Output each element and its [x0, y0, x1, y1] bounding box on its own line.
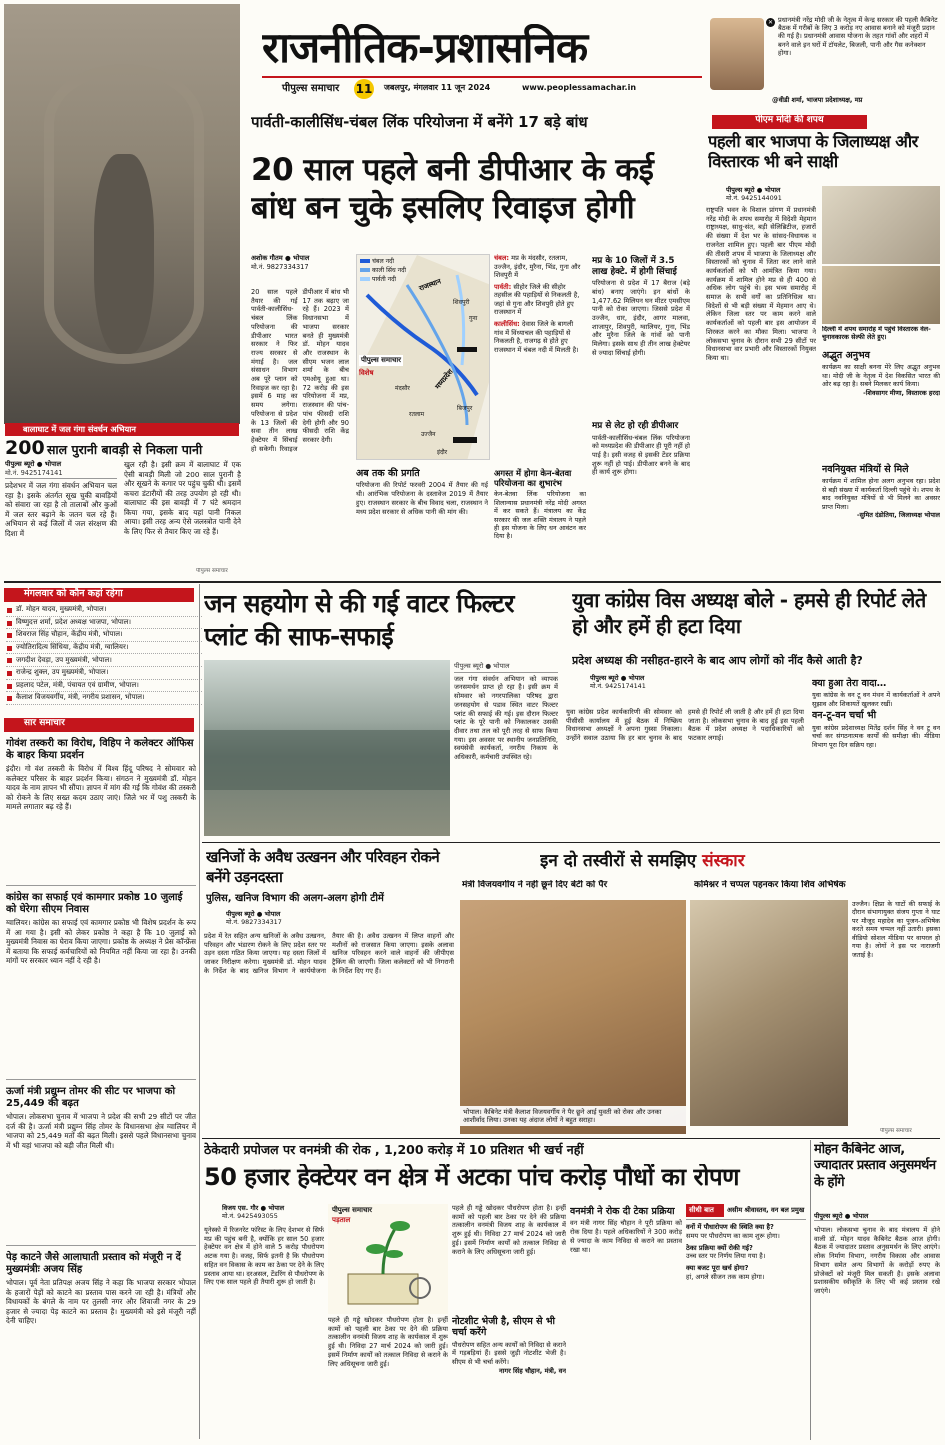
forest-note-1-sub: नोटशीट भेजी है, सीएम से भी चर्चा करेंगे: [452, 1316, 555, 1339]
schedule-item: शिवराज सिंह चौहान, केंद्रीय मंत्री, भोपाल।: [6, 629, 202, 642]
oath-photo-caption: दिल्ली में शपथ समारोह में पहुंचे विस्तारक वेल-चुनावकारक सेल्फी लेते हुए।: [822, 326, 931, 341]
quote-text: प्रधानमंत्री नरेंद्र मोदी जी के नेतृत्व में केन्द्र सरकार की पहली कैबिनेट बैठक में गरीबों के लिए 3 करोड़ नए आवास बनाने को मंजूरी प्रदान की गई है। प्रधानमंत्री आवास योजना के तहत गांवों और शहरों में बनने वाले इन घरों में टॉयलेट, बिजली, पानी और गैस कनेक्शन होगा।: [778, 16, 938, 57]
brief-item-head: पेड़ काटने जैसे आलाघाती प्रस्ताव को मंजूरी न दें मुख्यमंत्रीः अजय सिंह: [6, 1252, 181, 1275]
ken-betwa-box: [494, 466, 586, 578]
legend-kalisindh: काली सिंध नदी: [360, 267, 416, 276]
vertical-divider: [810, 1140, 811, 1440]
youth-sub: प्रदेश अध्यक्ष की नसीहत-हारने के बाद आप लोगों को नींद कैसे आती है?: [572, 654, 863, 667]
dam-right-body: परियोजना से प्रदेश में 17 बैराज (बड़े बांध) बनाए जाएंगे। इन बांधों के 1,477.62 मिलियन घन मीटर एमसीएम पानी को रोका जाएगा। जिससे प्रदेश में उज्जैन, धार, इंदौर, आगर मालवा, शाजापुर, शिवपुरी, ग्वालियर, गुना, भिंड और मुरैना जिले के गांवों को पानी मिलेगा। इसके साथ ही तीन लाख हेक्टेयर से ज्यादा सिंचाई होगी।: [592, 279, 690, 357]
river-note: चंबल: मप्र के मंदसौर, रतलाम, उज्जैन, इंदौर, मुरैना, भिंड, गुना और शिवपुरी में: [494, 254, 581, 280]
schedule-item: ज्योतिरादित्य सिंधिया, केंद्रीय मंत्री, ग्वालियर।: [6, 642, 202, 655]
stepwell-col1: प्रदेशभर में जल गंगा संवर्धन अभियान चल रहा है। इसके अंतर्गत सूख चुकी बावड़ियों को संवारा जा रहा है तो तालाबों और कुओं में जल स्तर बढ़ाने के जतन चल रहे हैं। अभियान से कई जिलों में जल संरक्षण की दिशा में: [5, 481, 117, 538]
stepwell-headline: [5, 436, 241, 458]
pm-oath-headline: पहली बार भाजपा के जिलाध्यक्ष और विस्तारक भी बने साक्षी: [708, 132, 918, 171]
schedule-item: प्रहलाद पटेल, मंत्री, पंचायत एवं ग्रामीण, भोपाल।: [6, 680, 202, 693]
dam-byline: [251, 254, 349, 271]
section-title: राजनीतिक-प्रशासनिक: [262, 24, 588, 72]
stepwell-tag: बालाघाट में जल गंगा संवर्धन अभियान: [5, 423, 239, 436]
youth-headline: युवा कांग्रेस विस अध्यक्ष बोले - हमसे ही रिपोर्ट लेते हो और हमें ही हटा दिया: [572, 588, 926, 638]
map-label: राजस्थान: [418, 277, 443, 293]
progress-body: परियोजना की रिपोर्ट फरवरी 2004 में तैयार की गई थी। आरंभिक परियोजना के दस्तावेज 2019 में तैयार हुए। राजस्थान सरकार के बीच विवाद चला, राजस्थान ने मध्य प्रदेश सरकार से अधिक पानी की मांग की।: [356, 481, 488, 516]
water-plant-photo: [204, 660, 450, 836]
vishesh-tag: विशेष: [359, 369, 374, 377]
pm-oath-body: राष्ट्रपति भवन के विशाल प्रांगण में प्रधानमंत्री नरेंद्र मोदी के शपथ समारोह में विदेशी मेहमान राष्ट्राध्यक्ष, साधु-संत, बड़ी सेलिब्रिटीज, हजारों की संख्या में देश भर के सांसद-विधायक व राजनेता शामिल हुए। पहली बार पीएम मोदी की तीसरी शपथ में भाजपा के जिलाध्यक्ष और विस्तारकों को चुनाव में जिता कर लाने वाले कार्यकर्ताओं को भी आमंत्रित किया गया। कार्यक्रम में शामिल होने मप्र से ही 400 से अधिक लोग पहुंचे थे। इस भव्य समारोह में समाज के सभी वर्गों का प्रतिनिधित्व था। विदेशों से भी बड़ी संख्या में मेहमान आए थे। लेकिन जिला स्तर पर काम करने वाले कार्यकर्ताओं को पहली बार इस आयोजन में शिरकत करने का मौका मिला। भाजपा ने लोकसभा चुनाव के दौरान सभी 29 सीटों पर विधानसभा वार प्रभारी और विस्तारकों नियुक्त किया था।: [706, 206, 816, 362]
sanskar-cap-2: कमिश्नर ने चप्पल पहनकर किया शिव अभिषेक: [694, 880, 846, 890]
dam-right-sub2: मप्र से लेट हो रही डीपीआर: [592, 421, 679, 432]
map-label: रतलाम: [409, 411, 425, 418]
oath-quote-2-sub: नवनियुक्त मंत्रियों से मिले: [822, 464, 909, 475]
cabinet-byline: पीपुल्स ब्यूरो ● भोपाल: [814, 1212, 940, 1221]
legend-parvati: पार्वती नदी: [360, 276, 416, 285]
dam-right-body2: पार्वती-कालीसिंध-चंबल लिंक परियोजना को मध्यप्रदेश की डीपीआर ही पूरी नहीं हो पाई है। इसी वजह से इसकी टेंडर प्रक्रिया शुरू नहीं हो पाई। डीपीआर बनने के बाद ही कार्य शुरू होगा।: [592, 433, 690, 477]
brief-item: [6, 736, 196, 886]
river-note: कालीसिंध: देवास जिले के बागली गांव में विंध्याचल की पहाड़ियों से निकलती है, राजगढ़ से होते हुए राजस्थान में चंबल नदी में मिलती है।: [494, 319, 579, 354]
schedule-item: राजेन्द्र शुक्ल, उप मुख्यमंत्री, भोपाल।: [6, 667, 202, 680]
dam-kicker: पार्वती-कालीसिंध-चंबल लिंक परियोजना में बनेंगे 17 बड़े बांध: [251, 113, 588, 131]
dam-byline-name: अशोक गौतम ● भोपाल: [251, 254, 310, 262]
mining-byline: [226, 910, 326, 927]
forest-note-1: [452, 1204, 566, 1440]
qa-question: क्या बजट पूरा खर्च होगा?: [686, 1264, 749, 1273]
oath-quote-2: [822, 462, 940, 578]
map-label: मंदसौर: [395, 385, 410, 392]
brief-title: सार समाचार: [4, 718, 194, 732]
stepwell-byline: पीपुल्स ब्यूरो ● भोपाल: [5, 460, 62, 468]
brief-item-body: इंदौर। गो वंश तस्करी के विरोध में विश्व हिंदू परिषद ने सोमवार को कलेक्टर परिसर के बाहर प्रदर्शन किया। संगठन ने मुख्यमंत्री डॉ. मोहन यादव के नाम ज्ञापन भी सौंपा। ज्ञापन में मांग की गई कि गोवंश की तस्करी को रोकने के लिए सख्त कदम उठाए जाएं। जिले भर में पशु तस्करी के मामले लगातार बढ़ रहे हैं।: [6, 764, 196, 811]
forest-byline: [222, 1204, 322, 1221]
stepwell-col2: खुल रही है। इसी क्रम में बालाघाट में एक ऐसी बावड़ी मिली जो 200 साल पुरानी है और सूखने के कगार पर पहुंच चुकी थी। इसमें कचरा डंटारीयों की तरह उपयोग हो रही थी। बालाघाट की इस बावड़ी में 7 घंटे श्रमदान किया गया, इसके बाद यहां पानी निकल आया। इसी तरह अन्य ऐसे जलस्त्रोत पानी देने के लिए फिर से तैयार किए जा रहे हैं।: [124, 460, 241, 536]
quote-author: @वीडी शर्मा, भाजपा प्रदेशाध्यक्ष, मप्र: [772, 96, 863, 104]
forest-note-2: [570, 1204, 682, 1440]
schedule-item: जगदीश देवड़ा, उप मुख्यमंत्री, भोपाल।: [6, 654, 202, 667]
forest-byline-name: विजय एस. गौर ● भोपाल: [222, 1204, 285, 1212]
forest-illustration: [328, 1204, 448, 1314]
forest-kicker: ठेकेदारी प्रपोजल पर वनमंत्री की रोक , 1,200 करोड़ में 10 प्रतिशत भी खर्च नहीं: [204, 1142, 584, 1157]
youth-byline-name: पीपुल्स ब्यूरो ● भोपाल: [590, 674, 645, 682]
dam-mobile: मो.नं. 9827334317: [251, 262, 309, 271]
stepwell-photo: [4, 4, 240, 424]
schedule-item: कैलाश विजयवर्गीय, मंत्री, नगरीय प्रशासन, भोपाल।: [6, 692, 202, 705]
page-number: 11: [354, 79, 374, 99]
qa-answer: हां, अगले सीजन तक काम होगा।: [686, 1272, 765, 1281]
map-label: गुना: [469, 315, 478, 322]
minister-photo: [710, 18, 764, 90]
mining-byline-name: पीपुल्स ब्यूरो ● भोपाल: [226, 910, 281, 918]
illus-credit: पीपुल्स समाचार: [332, 1206, 373, 1214]
brief-item-body: ग्वालियर। कांग्रेस का सफाई एवं कामगार प्रकोष्ठ भी विशेष प्रदर्शन के रूप में आ गया है। इसी को लेकर प्रकोष्ठ ने कहा है कि 10 जुलाई को मुख्यमंत्री निवास का घेराव किया जाएगा। प्रकोष्ठ के अध्यक्ष ने प्रेस कॉन्फ्रेंस में बताया कि सफाई कर्मचारियों को नियमित नहीं किया जा रहा है। उनकी मांगों पर सरकार ध्यान नहीं दे रही है।: [6, 918, 196, 965]
qa-question: ठेका प्रक्रिया क्यों रोकी गई?: [686, 1243, 753, 1252]
forest-side-qa: [686, 1204, 806, 1440]
qa-answer: उच्च स्तर पर निर्णय लिया गया है।: [686, 1252, 766, 1261]
brief-item-body: भोपाल। लोकसभा चुनाव में भाजपा ने प्रदेश की सभी 29 सीटों पर जीत दर्ज की है। ऊर्जा मंत्री प्रद्युम्न सिंह तोमर के विधानसभा क्षेत्र ग्वालियर में भाजपा को 25,449 मतों की बढ़त मिली। इससे पहले विधानसभा चुनाव में भी यहां भाजपा को बड़ी जीत मिली थी।: [6, 1112, 196, 1150]
pm-oath-tag: पीएम मोदी की शपथ: [712, 115, 867, 129]
oath-quote-1-body: कार्यक्रम का साक्षी बनना मेरे लिए अद्भुत अनुभव था। मोदी जी के नेतृत्व में देश विकसित भारत की ओर बढ़ रहा है। सबने मिलकर कार्य किया।: [822, 363, 940, 389]
sanskar-head-red: संस्कार: [702, 851, 745, 871]
progress-box: [356, 466, 488, 578]
river-note: पार्वती: सीहोर जिले की सीहोर तहसील की पहाड़ियों से निकलती है, जहां से गुना और शिवपुरी होते हुए राजस्थान में: [494, 282, 580, 317]
sanskar-head-pre: इन दो तस्वीरों से समझिए: [540, 851, 697, 871]
dam-marker: [453, 437, 477, 443]
vertical-divider: [199, 584, 200, 1439]
brief-item-head: कांग्रेस का सफाई एवं कामगार प्रकोष्ठ 10 जुलाई को घेरेगा सीएम निवास: [6, 892, 183, 915]
stepwell-head: साल पुरानी बावड़ी से निकला पानी: [46, 442, 203, 457]
pm-oath-byline: [726, 186, 820, 203]
brief-item-head: ऊर्जा मंत्री प्रद्युम्न तोमर की सीट पर भाजपा को 25,449 की बढ़त: [6, 1086, 176, 1109]
forest-body: यूनेस्को में रिजनरेट फॉरेस्ट के लिए देशभर से सिर्फ मप्र की पहुंच बनी है, क्योंकि हर साल 50 हजार हेक्टेयर वन क्षेत्र में होने वाले 5 करोड़ पौधरोपण अटक गया है। वजह, सिर्फ इतनी है कि पौधरोपण सहित वन विकास के काम का ठेका पर देने के लिए प्रस्ताव आया था। दरअसल, टेंडरिंग से पौधरोपण के लिए एक साल पहले ही तैयारी शुरू हो जाती है।: [204, 1226, 324, 1287]
youth-body: युवा कांग्रेस प्रदेश कार्यकारिणी की सोमवार को पीसीसी कार्यालय में हुई बैठक में निष्क्रिय विधानसभा अध्यक्षों ने अपना गुस्सा निकाला। उन्होंने सवाल उठाया कि हर बार चुनाव के बाद हमसे ही रिपोर्ट ली जाती है और हमें ही हटा दिया जाता है। लोकसभा चुनाव के बाद हुई इस पहली बैठक में प्रदेश अध्यक्ष ने पदाधिकारियों को फटकार लगाई।: [566, 708, 804, 743]
oath-quote-1-sub: अद्भुत अनुभव: [822, 350, 870, 361]
oath-photo-2: [822, 266, 940, 324]
dam-headline: 20 साल पहले बनी डीपीआर के कई बांध बन चुके इसलिए रिवाइज होगी: [251, 152, 654, 226]
youth-side: [812, 676, 940, 838]
forest-note-1-sign: नागर सिंह चौहान, मंत्री, वन: [498, 1366, 566, 1375]
oath-photo-1: [822, 186, 940, 264]
water-headline: जन सहयोग से की गई वाटर फिल्टर प्लांट की साफ-सफाई: [204, 589, 514, 651]
youth-byline-mobile: मो.नं. 9425174141: [590, 682, 646, 691]
map-label: उज्जैन: [421, 431, 436, 438]
oath-quote-1: [822, 348, 940, 440]
stepwell-body: [5, 460, 241, 578]
ken-betwa-body: केन-बेतवा लिंक परियोजना का शिलान्यास प्रधानमंत्री नरेंद्र मोदी अगस्त में कर सकते हैं। मंत्रालय का केंद्र सरकार की जल शक्ति मंत्रालय ने पहले ही इस योजना के लिए धन आवंटन कर दिया है।: [494, 490, 586, 541]
brief-item: [6, 1250, 196, 1430]
issue-date: जबलपुर, मंगलवार 11 जून 2024: [384, 83, 491, 92]
illus-tag: पड़ताल: [332, 1216, 351, 1224]
forest-body2: पहले ही गड्ढे खोदकर पौधरोपण होता है। इन्हीं कामों को पहली बार ठेका पर देने की प्रक्रिया तत्कालीन वनमंत्री विजय शाह के कार्यकाल में शुरू हुई थी। निविदा 27 मार्च 2024 को जारी हुई। इसमें निर्माण कार्यों को तत्काल निविदा से कराने के लिए अधिसूचना जारी हुई।: [328, 1316, 448, 1368]
mining-body: प्रदेश में रेत सहित अन्य खनिजों के अवैध उत्खनन, परिवहन और भंडारण रोकने के लिए प्रदेश स्तर पर उड़न दस्ता गठित किया जाएगा। यह दस्ता जिलों में जाकर निरीक्षण करेगा। मुख्यमंत्री डॉ. मोहन यादव के निर्देश के बाद खनिज विभाग ने कार्ययोजना तैयार की है। अवैध उत्खनन में लिप्त वाहनों और मशीनों को राजसात किया जाएगा। इसके अलावा खनिज परिवहन करने वाले वाहनों की जीपीएस ट्रैकिंग की जाएगी। जिला कलेक्टरों को भी निगरानी के निर्देश दिए गए हैं।: [204, 932, 454, 975]
oath-quote-2-sign: -सुमित दंडोतिया, जिलाध्यक्ष भोपाल: [856, 511, 940, 520]
youth-side-body2: युवा कांग्रेस प्रदेशाध्यक्ष मितेंद्र दर्शन सिंह ने वन टू वन चर्चा कर संगठनात्मक कार्यों की समीक्षा की। मीडिया विभाग पूरा दिन सक्रिय रहा।: [812, 723, 940, 749]
progress-sub: अब तक की प्रगति: [356, 468, 420, 479]
cabinet-body: भोपाल। लोकसभा चुनाव के बाद मंत्रालय में होने वाली डॉ. मोहन यादव कैबिनेट बैठक आज होगी। बैठक में ज्यादातर प्रस्ताव अनुसमर्थन के लिए आएंगे। लोक निर्माण विभाग, नगरीय विकास और आवास विभाग समेत अन्य विभागों के करोड़ों रुपए के प्रोजेक्टों को मंजूरी मिल सकती है। इसके अलावा प्रशासकीय स्वीकृति के लिए भी कई प्रस्ताव रखे जाएंगे।: [814, 1226, 940, 1295]
river-notes: [494, 254, 584, 476]
mining-sub: पुलिस, खनिज विभाग की अलग-अलग होगी टीमें: [206, 893, 384, 904]
forest-headline: 50 हजार हेक्टेयर वन क्षेत्र में अटका पांच करोड़ पौधों का रोपण: [204, 1164, 739, 1191]
legend-chambal: चंबल नदी: [360, 258, 416, 267]
brief-items: [6, 736, 196, 1436]
schedule-item: विष्णुदत्त शर्मा, प्रदेश अध्यक्ष भाजपा, भोपाल।: [6, 617, 202, 630]
schedule-list: [6, 604, 202, 714]
map-credit: पीपुल्स समाचार: [359, 355, 403, 366]
pm-byline-mobile: मो.नं. 9425144091: [726, 194, 782, 203]
cabinet-headline: मोहन कैबिनेट आज, ज्यादातर प्रस्ताव अनुसमर्थन के होंगे: [814, 1142, 936, 1190]
youth-side-body1: युवा कांग्रेस के वन टू वन मंथन में कार्यकर्ताओं ने अपने सुझाव और शिकायतें खुलकर रखीं।: [812, 691, 940, 708]
oath-quote-2-body: कार्यक्रम में शामिल होना अलग अनुभव रहा। प्रदेश से बड़ी संख्या में कार्यकर्ता दिल्ली पहुंचे थे। शपथ के बाद नवनियुक्त मंत्रियों से भी मिलने का अवसर प्राप्त मिला।: [822, 477, 940, 511]
website-link[interactable]: www.peoplessamachar.in: [522, 83, 637, 92]
oath-quote-1-sign: -शिवसागर मीणा, विस्तारक हरदा: [863, 388, 940, 397]
water-text: जल गंगा संवर्धन अभियान को व्यापक जनसमर्थन प्राप्त हो रहा है। इसी क्रम में सोमवार को नगरपालिका परिषद द्वारा जनसहयोग से पडाव स्थित वाटर फिल्टर प्लांट की सफाई की गई। इस दौरान फिल्टर प्लांट के पूरे पानी को निकालकर उसकी दीवार तथा तल को पूरी तरह से साफ किया गया। इस अवसर पर स्थानीय जनप्रतिनिधि, स्वयंसेवी कार्यकर्ता, नगरीय निकाय के अधिकारी, कर्मचारी उपस्थित रहे।: [454, 674, 558, 762]
side-name: असीम श्रीवास्तव, वन बल प्रमुख: [727, 1206, 805, 1215]
sanskar-cap-1: मंत्री विजयवर्गीय ने नहीं छूने दिए बेटी को पैर: [462, 880, 608, 890]
youth-side-sub2: वन-टू-वन चर्चा भी: [812, 710, 877, 722]
map-label: इंदौर: [437, 449, 448, 456]
map-label: मध्यप्रदेश: [433, 367, 455, 391]
top-quote-box: [708, 14, 940, 104]
brief-item: [6, 1084, 196, 1246]
brief-item-body: भोपाल। पूर्व नेता प्रतिपक्ष अजय सिंह ने कहा कि भाजपा सरकार भोपाल के हजारों पेड़ों को काटने का प्रस्ताव पास करने जा रही है। मंत्रियों और विधायकों के बंगले के नाम पर तुलसी नगर और शिवाजी नगर के 29 हजार से ज्यादा पेड़ काटने का प्रस्ताव है। मुख्यमंत्री को इसे मंजूरी नहीं देनी चाहिए।: [6, 1278, 196, 1325]
mining-headline: खनिजों के अवैध उत्खनन और परिवहन रोकने बनेंगे उड़नदस्ता: [206, 848, 440, 886]
forest-note-1-body: पौधरोपण सहित अन्य कार्यों को निविदा से कराने में गड़बड़ियां हैं। इससे जुड़ी नोटशीट भेजी है। सीएम से भी चर्चा करेंगे।: [452, 1340, 566, 1367]
sanskar-photo2-side: उज्जैन। क्षिप्रा के घाटों की सफाई के दौरान संभागायुक्त संजय गुप्ता ने घाट पर मौजूद महादेव का पूजन-अभिषेक करते समय चप्पल नहीं उतारी। इसका वीडियो सोशल मीडिया पर वायरल हो गया है। लोगों ने इस पर नाराजगी जताई है।: [852, 900, 940, 959]
pm-byline-name: पीपुल्स ब्यूरो ● भोपाल: [726, 186, 781, 194]
dam-right-col: [592, 254, 690, 578]
sanskar-credit: पीपुल्स समाचार: [880, 1128, 912, 1134]
dam-marker: [457, 347, 477, 352]
youth-side-sub1: क्या हुआ तेरा वादा…: [812, 678, 887, 689]
forest-note-2-sub: वनमंत्री ने रोक दी टेका प्रक्रिया: [570, 1206, 675, 1217]
forest-col3: पहले ही गड्ढे खोदकर पौधरोपण होता है। इन्हीं कामों को पहली बार ठेका पर देने की प्रक्रिया तत्कालीन वनमंत्री विजय शाह के कार्यकाल में शुरू हुई थी। निविदा 27 मार्च 2024 को जारी हुई। इसमें निर्माण कार्यों को तत्काल निविदा से कराने के लिए अधिसूचना जारी हुई।: [452, 1204, 566, 1256]
commissioner-photo: [690, 900, 848, 1126]
stepwell-head-num: 200: [5, 437, 45, 458]
divider: [4, 581, 941, 583]
qa-answer: समय पर पौधरोपण का काम शुरू होगा।: [686, 1231, 780, 1240]
youth-byline: [590, 674, 700, 691]
water-body: [454, 662, 558, 838]
brief-item-head: गोवंश तस्करी का विरोध, विहिप ने कलेक्टर ऑफिस के बाहर किया प्रदर्शन: [6, 738, 194, 761]
masthead: [262, 24, 707, 100]
dam-right-sub: मप्र के 10 जिलों में 3.5 लाख हेक्टे. में होगी सिंचाई: [592, 256, 677, 277]
map-label: बिजपुर: [457, 405, 473, 412]
stepwell-mobile: मो.नं. 9425174141: [5, 468, 63, 477]
forest-byline-mobile: मो.नं. 9425493055: [222, 1212, 278, 1221]
side-tag: सीधी बात: [686, 1204, 724, 1217]
map-label: शिवपुरी: [453, 299, 470, 306]
sanskar-headline: [540, 850, 940, 872]
minister-girl-photo: [460, 900, 686, 1134]
forest-note-2-body: वन मंत्री नागर सिंह चौहान ने पूरी प्रक्रिया को रोक दिया है। पहले अधिकारियों ने 300 करोड़ से ज्यादा के काम निविदा से कराने का प्रस्ताव रखा था।: [570, 1219, 682, 1254]
dam-body: 20 साल पहले तैयार की गई पार्वती-कालीसिंध-चंबल लिंक परियोजना की डीपीआर भारत सरकार ने फिर राज्य सरकार से मंगाई है। जल संसाधन विभाग अब पूरे प्लान को रिवाइज कर रहा है। इसमें 6 माह का समय लगेगा। परियोजना से प्रदेश के 13 जिलों की सवा तीन लाख हेक्टेयर में सिंचाई हो सकेगी। रिवाइज डीपीआर में बांध भी 17 तक बढ़ाए जा रहे हैं। 2023 में विधानसभा में भाजपा सरकार बनते ही मुख्यमंत्री डॉ. मोहन यादव और राजस्थान के सीएम भजन लाल शर्मा के बीच एमओयू हुआ था। 72 करोड़ की इस परियोजना में मप्र, राजस्थान की पांच-पांच फीसदी राशि देगी होगी और 90 फीसदी राशि केंद्र सरकार देगी।: [251, 288, 349, 453]
schedule-title: मंगलवार को कौन कहां रहेगा: [4, 588, 194, 602]
qa-question: वनों में पौधारोपण की स्थिति क्या है?: [686, 1223, 774, 1232]
mining-byline-mobile: मो.नं. 9827334317: [226, 918, 282, 927]
ken-betwa-sub: अगस्त में होगा केन-बेतवा परियोजना का शुभारंभ: [494, 468, 572, 489]
brief-item: [6, 890, 196, 1080]
paper-name: पीपुल्स समाचार: [282, 83, 340, 94]
schedule-item: डॉ. मोहन यादव, मुख्यमंत्री, भोपाल।: [6, 604, 202, 617]
divider: [202, 842, 940, 843]
stepwell-credit: पीपुल्स समाचार: [196, 568, 228, 574]
divider: [202, 1138, 940, 1139]
sanskar-photo1-caption: भोपाल। कैबिनेट मंत्री कैलाश विजयवर्गीय ने पैर छूने आई युवती को रोका और उनका आशीर्वाद लिया। उनका यह अंदाज लोगों ने बहुत सराहा।: [460, 1106, 686, 1126]
water-byline: पीपुल्स ब्यूरो ● भोपाल: [454, 662, 558, 673]
x-social-icon: ✕: [767, 19, 774, 26]
dam-map: [356, 254, 490, 460]
